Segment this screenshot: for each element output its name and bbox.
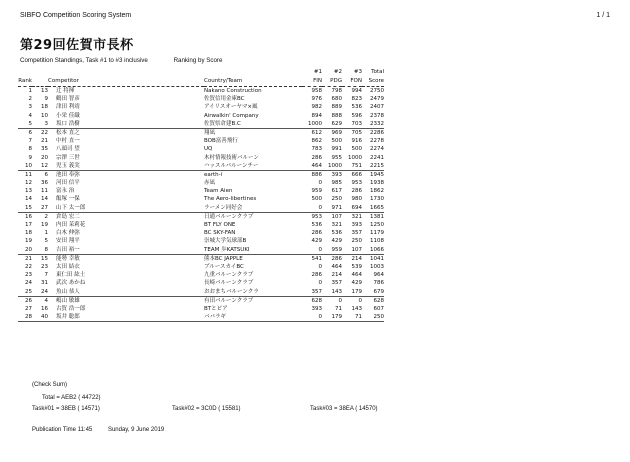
rank-cell: 25	[18, 288, 32, 297]
table-row	[18, 229, 384, 237]
table-row	[18, 212, 384, 221]
rank-cell: 12	[25, 180, 32, 187]
rank-cell: 28	[18, 313, 32, 322]
competitor-name-cell: 武次 あかね	[56, 280, 86, 287]
total-score-cell: 2750	[370, 88, 384, 94]
rank-cell: 13	[25, 188, 32, 195]
task3-score-cell: 357	[351, 230, 362, 237]
task3-score-cell: 539	[351, 263, 362, 270]
team-cell: 日通バルーンクラブ	[204, 213, 254, 220]
task1-score-cell: 959	[311, 188, 322, 195]
col-team: Country/Team	[204, 77, 302, 87]
competitor-id-cell: 2	[44, 213, 48, 220]
task1-score-cell: 0	[318, 180, 322, 187]
competitor-id-cell: 11	[41, 188, 48, 195]
task3-score-cell: 666	[351, 171, 362, 178]
competitor-id-cell: 19	[41, 222, 48, 228]
task2-score-cell: 969	[331, 129, 342, 136]
rank-cell: 5	[18, 120, 32, 129]
task3-score-cell: 321	[351, 213, 362, 220]
total-score-cell: 786	[373, 280, 384, 287]
checksum-task2: Task#02 = 3C0D ( 15581)	[172, 406, 241, 412]
table-row	[18, 187, 384, 195]
task2-score-cell: 536	[331, 230, 342, 237]
team-cell: BT FLY ONE	[204, 222, 236, 228]
total-score-cell: 2479	[370, 96, 384, 103]
task3-score-cell: 916	[351, 138, 362, 145]
total-score-cell: 1041	[370, 255, 384, 262]
team-cell: UQ	[204, 146, 213, 153]
total-score-cell: 1003	[370, 263, 384, 270]
table-row	[18, 279, 384, 287]
col-rank: Rank	[18, 77, 32, 87]
rank-cell: 15	[18, 204, 32, 213]
task1-score-cell: 886	[311, 171, 322, 178]
task3-score-cell: 0	[358, 297, 362, 304]
task2-score-cell: 955	[331, 154, 342, 161]
task2-score-cell: 1000	[322, 162, 342, 171]
competitor-id-cell: 23	[41, 263, 48, 270]
task3-score-cell: 286	[351, 188, 362, 195]
competitor-name-cell: 内田 茉莉花	[56, 222, 86, 228]
total-score-cell: 1381	[370, 213, 384, 220]
team-cell: TEAM 歩KATSUKI	[204, 246, 302, 255]
table-row	[18, 305, 384, 313]
task2-score-cell: 0	[338, 297, 342, 304]
task2-score-cell: 680	[331, 96, 342, 103]
publication-time	[32, 427, 164, 433]
competitor-id-cell: 5	[44, 238, 48, 245]
team-cell: Airwalkin' Company	[204, 112, 259, 119]
rank-cell: 7	[28, 138, 32, 145]
table-row	[18, 246, 384, 255]
rank-cell: 27	[25, 305, 32, 312]
competitor-name-cell: 児玉 義実	[48, 162, 204, 171]
competitor-name-cell: 太田 結衣	[56, 263, 80, 270]
competitor-id-cell: 18	[41, 104, 48, 111]
competitor-id-cell: 21	[41, 138, 48, 145]
competitor-name-cell: 小栄 佳織	[56, 112, 80, 119]
task1-score-cell: 783	[311, 146, 322, 153]
task1-score-cell: 1000	[302, 120, 322, 129]
competitor-id-cell: 20	[41, 154, 48, 161]
rank-cell: 4	[28, 112, 32, 119]
publication-label: Publication Time 11:45	[32, 427, 93, 433]
team-cell: ラーメン同好会	[204, 204, 302, 213]
competitor-name-cell: 鶴田 智彦	[56, 96, 80, 103]
table-row	[18, 137, 384, 145]
col-task2-top: #2	[333, 69, 342, 75]
team-cell: The Aero-libertines	[204, 196, 257, 203]
task1-score-cell: 541	[311, 255, 322, 262]
col-task1-bottom: FIN	[302, 77, 322, 87]
task2-score-cell: 464	[331, 263, 342, 270]
page-number: 1 / 1	[596, 12, 610, 19]
competitor-id-cell: 10	[41, 112, 48, 119]
task1-score-cell: 393	[311, 305, 322, 312]
competitor-name-cell: 八頭司 望	[56, 146, 80, 153]
competitor-id-cell: 1	[44, 230, 48, 237]
system-name: SIBFO Competition Scoring System	[20, 12, 132, 19]
team-cell: ハッスルバルーンチー	[204, 162, 302, 171]
task1-score-cell: 357	[302, 288, 322, 297]
task1-score-cell: 286	[311, 230, 322, 237]
rank-cell: 21	[25, 255, 32, 262]
table-row	[18, 103, 384, 111]
task2-score-cell: 321	[331, 222, 342, 228]
competitor-id-cell: 35	[41, 146, 48, 153]
task3-score-cell: 980	[351, 196, 362, 203]
total-score-cell: 964	[373, 272, 384, 279]
total-score-cell: 1066	[362, 246, 384, 255]
total-score-cell: 2278	[370, 138, 384, 145]
rank-cell: 3	[28, 104, 32, 111]
total-score-cell: 628	[373, 297, 384, 304]
header-row-top	[18, 68, 384, 77]
total-score-cell: 607	[373, 305, 384, 312]
table-row	[18, 154, 384, 162]
task2-score-cell: 991	[331, 146, 342, 153]
team-cell: 崇城大学気球部B	[204, 238, 247, 245]
task2-score-cell: 500	[331, 138, 342, 145]
col-competitor: Competitor	[48, 77, 204, 87]
competitor-name-cell: 古賀 浩一郎	[56, 305, 86, 312]
table-row	[18, 221, 384, 229]
total-score-cell: 2241	[370, 154, 384, 161]
task3-score-cell: 143	[351, 305, 362, 312]
task1-score-cell: 976	[311, 96, 322, 103]
competitor-name-cell: 白木 伸弥	[56, 230, 80, 237]
competitor-id-cell: 22	[41, 129, 48, 136]
team-cell: 佐賀県倉建B.C	[204, 120, 302, 129]
table-row	[18, 237, 384, 245]
rank-cell: 22	[25, 263, 32, 270]
competitor-id-cell: 16	[41, 305, 48, 312]
rank-cell: 10	[18, 162, 32, 171]
rank-cell: 9	[28, 154, 32, 161]
subtitle-ranking: Ranking by Score	[173, 57, 223, 64]
competitor-name-cell: 中村 直一	[56, 138, 80, 145]
col-task2-bottom: PDG	[322, 77, 342, 87]
task2-score-cell: 617	[331, 188, 342, 195]
task2-score-cell: 971	[322, 204, 342, 213]
checksum-task3: Task#03 = 38EA ( 14570)	[310, 406, 378, 412]
col-task3-top: #3	[353, 69, 362, 75]
competitor-name-cell: 富永 治	[56, 188, 75, 195]
col-task1-top: #1	[313, 69, 322, 75]
team-cell: Nakano Construction	[204, 88, 262, 94]
task3-score-cell: 994	[351, 88, 362, 94]
task1-score-cell: 0	[318, 280, 322, 287]
col-total-bottom: Score	[362, 77, 384, 87]
task3-score-cell: 179	[342, 288, 362, 297]
report-header	[20, 12, 610, 24]
task1-score-cell: 0	[302, 313, 322, 322]
table-row	[18, 162, 384, 171]
total-score-cell: 1179	[370, 230, 384, 237]
rank-cell: 16	[25, 213, 32, 220]
rank-cell: 23	[25, 272, 32, 279]
competitor-name-cell: 坂口 浩樹	[48, 120, 204, 129]
task2-score-cell: 429	[331, 238, 342, 245]
subtitle-scope: Competition Standings, Task #1 to #3 inclusive	[20, 57, 148, 64]
team-cell: Team Aien	[204, 188, 233, 195]
task1-score-cell: 464	[302, 162, 322, 171]
total-score-cell: 1938	[370, 180, 384, 187]
table-row	[18, 195, 384, 203]
report-subtitle	[20, 57, 222, 64]
team-cell: 九重バルーンクラブ	[204, 272, 254, 279]
col-task3-bottom: FON	[342, 77, 362, 87]
rank-cell: 24	[25, 280, 32, 287]
table-row	[18, 296, 384, 305]
competitor-id-cell: 9	[44, 96, 48, 103]
table-row	[18, 95, 384, 103]
competitor-name-cell: 山下 太一郎	[48, 204, 204, 213]
competitor-name-cell: 倉島 宏二	[56, 213, 80, 220]
table-row	[18, 288, 384, 297]
total-score-cell: 1862	[370, 188, 384, 195]
task1-score-cell: 894	[311, 112, 322, 119]
task2-score-cell: 143	[322, 288, 342, 297]
page-title: 第29回佐賀市長杯	[20, 38, 134, 53]
task2-score-cell: 250	[331, 196, 342, 203]
checksum-label: (Check Sum)	[32, 382, 68, 388]
competitor-id-cell: 24	[32, 288, 48, 297]
rank-cell: 17	[25, 222, 32, 228]
task2-score-cell: 629	[322, 120, 342, 129]
team-cell: 熊本BC JAPPLE	[204, 255, 243, 262]
task3-score-cell: 250	[351, 238, 362, 245]
team-cell: 長崎バルーンクラブ	[204, 280, 254, 287]
competitor-name-cell: 坂井 聡郎	[48, 313, 204, 322]
total-score-cell: 250	[362, 313, 384, 322]
team-cell: ブルースカイBC	[204, 263, 244, 270]
task2-score-cell: 286	[331, 255, 342, 262]
task2-score-cell: 985	[331, 180, 342, 187]
rank-cell: 18	[25, 230, 32, 237]
rank-cell: 19	[25, 238, 32, 245]
task1-score-cell: 628	[311, 297, 322, 304]
competitor-id-cell: 31	[41, 280, 48, 287]
task1-score-cell: 0	[302, 204, 322, 213]
team-cell: BOB富善飛行	[204, 138, 238, 145]
team-cell: 赤凪	[204, 180, 216, 187]
task3-score-cell: 536	[351, 104, 362, 111]
task2-score-cell: 889	[331, 104, 342, 111]
rank-cell: 26	[25, 297, 32, 304]
task3-score-cell: 705	[351, 129, 362, 136]
header-row-bottom	[18, 77, 384, 87]
rank-cell: 8	[28, 146, 32, 153]
checksum-total: Total = AEB2 ( 44722)	[42, 395, 101, 401]
total-score-cell: 2332	[362, 120, 384, 129]
table-row	[18, 313, 384, 322]
table-row	[18, 254, 384, 263]
task3-score-cell: 703	[342, 120, 362, 129]
competitor-name-cell: 津田 利靖	[56, 104, 80, 111]
total-score-cell: 2274	[370, 146, 384, 153]
standings-body	[18, 87, 384, 322]
competitor-id-cell: 6	[44, 171, 48, 178]
table-row	[18, 179, 384, 187]
competitor-id-cell: 14	[41, 196, 48, 203]
task3-score-cell: 464	[351, 272, 362, 279]
task3-score-cell: 71	[342, 313, 362, 322]
task3-score-cell: 596	[351, 112, 362, 119]
task1-score-cell: 429	[311, 238, 322, 245]
checksum-task1: Task#01 = 38EB ( 14571)	[32, 406, 100, 412]
task1-score-cell: 953	[311, 213, 322, 220]
rank-cell: 14	[25, 196, 32, 203]
task1-score-cell: 612	[311, 129, 322, 136]
total-score-cell: 2407	[370, 104, 384, 111]
task3-score-cell: 393	[351, 222, 362, 228]
task3-score-cell: 694	[342, 204, 362, 213]
task2-score-cell: 214	[331, 272, 342, 279]
competitor-name-cell: 池田 奉弥	[56, 171, 80, 178]
task1-score-cell: 286	[311, 154, 322, 161]
task1-score-cell: 982	[311, 104, 322, 111]
total-score-cell: 2286	[370, 129, 384, 136]
task3-score-cell: 107	[342, 246, 362, 255]
rank-cell: 6	[28, 129, 32, 136]
team-cell: ババラギ	[204, 313, 302, 322]
competitor-id-cell: 15	[41, 255, 48, 262]
task1-score-cell: 958	[311, 88, 322, 94]
total-score-cell: 1945	[370, 171, 384, 178]
competitor-name-cell: 東仁田 紘士	[56, 272, 86, 279]
standings-table	[18, 68, 384, 322]
competitor-name-cell: 松本 直之	[56, 129, 80, 136]
task1-score-cell: 536	[311, 222, 322, 228]
competitor-id-cell: 13	[41, 88, 48, 94]
competitor-id-cell: 27	[32, 204, 48, 213]
total-score-cell: 679	[362, 288, 384, 297]
table-row	[18, 271, 384, 279]
competitor-name-cell: 宗澤 三世	[56, 154, 80, 161]
task1-score-cell: 0	[318, 263, 322, 270]
table-row	[18, 170, 384, 179]
rank-cell: 11	[25, 171, 32, 178]
competitor-name-cell: 能勢 幸敏	[56, 255, 80, 262]
rank-cell: 1	[28, 88, 32, 94]
competitor-name-cell: 吉田 裕一	[48, 246, 204, 255]
total-score-cell: 1108	[370, 238, 384, 245]
team-cell: 木村情報技術バルーン	[204, 154, 259, 161]
task3-score-cell: 214	[351, 255, 362, 262]
competitor-name-cell: 安田 翔平	[56, 238, 80, 245]
task2-score-cell: 393	[331, 171, 342, 178]
task2-score-cell: 959	[322, 246, 342, 255]
competitor-id-cell: 12	[32, 162, 48, 171]
task2-score-cell: 357	[331, 280, 342, 287]
table-row	[18, 87, 384, 96]
rank-cell: 20	[18, 246, 32, 255]
total-score-cell: 2215	[362, 162, 384, 171]
competitor-id-cell: 8	[32, 246, 48, 255]
competitor-id-cell: 4	[44, 297, 48, 304]
task3-score-cell: 500	[351, 146, 362, 153]
table-row	[18, 263, 384, 271]
task3-score-cell: 1000	[348, 154, 362, 161]
task1-score-cell: 0	[302, 246, 322, 255]
task1-score-cell: 286	[311, 272, 322, 279]
competitor-id-cell: 7	[44, 272, 48, 279]
table-row	[18, 120, 384, 129]
competitor-name-cell: 辻 将揮	[56, 88, 75, 94]
publication-date: Sunday, 9 June 2019	[107, 427, 165, 433]
table-row	[18, 112, 384, 120]
team-cell: 佐賀信用金庫BC	[204, 96, 245, 103]
competitor-id-cell: 40	[32, 313, 48, 322]
competitor-name-cell: 魚山 恭人	[48, 288, 204, 297]
table-row	[18, 128, 384, 137]
task2-score-cell: 71	[335, 305, 342, 312]
task2-score-cell: 798	[331, 88, 342, 94]
task2-score-cell: 179	[322, 313, 342, 322]
competitor-id-cell: 3	[32, 120, 48, 129]
competitor-id-cell: 36	[41, 180, 48, 187]
task3-score-cell: 953	[351, 180, 362, 187]
total-score-cell: 1250	[370, 222, 384, 228]
team-cell: 翔凪	[204, 129, 216, 136]
competitor-name-cell: 飯塚 一保	[56, 196, 80, 203]
task1-score-cell: 500	[311, 196, 322, 203]
task1-score-cell: 862	[311, 138, 322, 145]
total-score-cell: 2378	[370, 112, 384, 119]
team-cell: アイリスオーヤマ×風	[204, 104, 258, 111]
task2-score-cell: 107	[331, 213, 342, 220]
rank-cell: 2	[28, 96, 32, 103]
competitor-name-cell: 嶋山 敏雄	[56, 297, 80, 304]
task3-score-cell: 429	[351, 280, 362, 287]
team-cell: 有田バルーンクラブ	[204, 297, 254, 304]
team-cell: おおまちバルーンクラ	[204, 288, 302, 297]
task3-score-cell: 823	[351, 96, 362, 103]
task3-score-cell: 751	[342, 162, 362, 171]
team-cell: BTとピア	[204, 305, 228, 312]
team-cell: earth-i	[204, 171, 223, 178]
total-score-cell: 1730	[370, 196, 384, 203]
table-row	[18, 145, 384, 153]
total-score-cell: 1665	[362, 204, 384, 213]
col-total-top: Total	[371, 69, 384, 75]
task2-score-cell: 888	[331, 112, 342, 119]
table-row	[18, 204, 384, 213]
competitor-name-cell: 河田 信平	[56, 180, 80, 187]
team-cell: BC SKY-FAN	[204, 230, 236, 237]
